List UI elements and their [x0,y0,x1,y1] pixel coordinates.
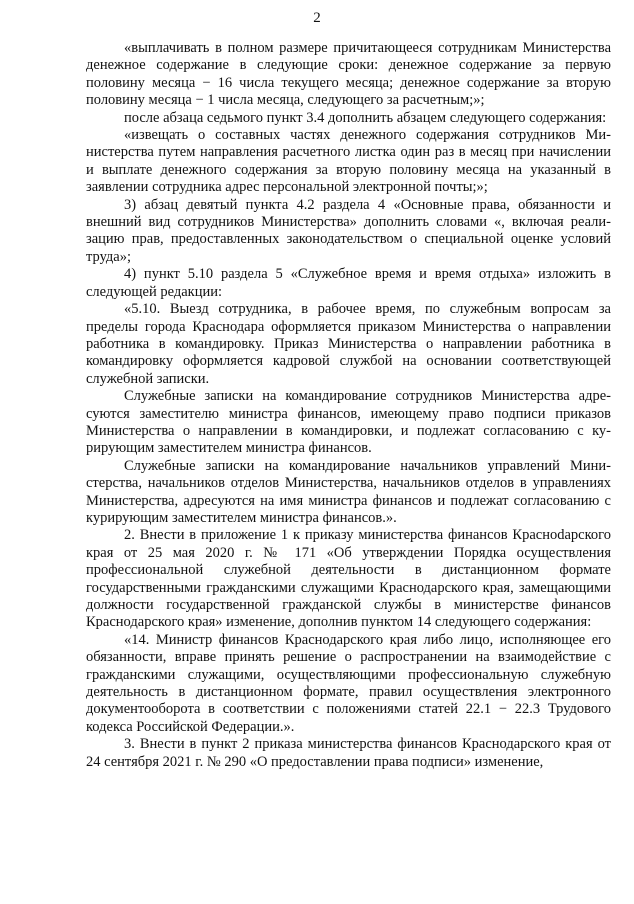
page-number: 2 [313,10,321,26]
paragraph-item-2-remote-work: 2. Внести в приложение 1 к приказу министерства финансов Красноdарского края от 25 мая 2020 г. № 171 «Об утверждении Порядка осуществления профессиональной служебной деятельности в дистанционном формате государственными гражданскими служащими Краснодарского края, замещающими должности государственной гражданской службы в министерстве финансов Краснодарского края» изменение, дополнив пунктом 14 следующего содержания: [86,527,611,631]
paragraph-clause-14: «14. Министр финансов Краснодарского края либо лицо, исполняющее его обязанности, вправе принять решение о распространении на взаимодействие с гражданскими служащими, осуществляющими профессиональную служебную деятельность в дистанционном формате, правил осуществления электронного документооборота в соответствии с положениями статей 22.1 − 22.3 Трудового кодекса Российской Федерации.». [86,631,611,735]
paragraph-amend-clause-3-4: после абзаца седьмого пункт 3.4 дополнить абзацем следующего содержания: [124,109,607,126]
paragraph-heads-trip-memos: Служебные записки на командирование начальников управлений Министерства, начальников отделов Министерства, начальников отделов в управлениях Министерства, адресуются на имя министра финансов и подлежат согласованию с курирующим заместителем министра финансов.». [86,457,611,526]
paragraph-item-3: 3) абзац девятый пункта 4.2 раздела 4 «Основные права, обязанности и внешний вид сотрудников Министерства» дополнить словами «, включая реализацию прав, предоставленных законодательством о специальной оценке условий труда»; [86,196,611,265]
paragraph-salary-payment-terms: «выплачивать в полном размере причитающееся сотрудникам Министерства денежное содержание в следующие сроки: денежное содержание за первую половину месяца − 16 числа текущего месяца; денежное содержание за вторую половину месяца − 1 числа месяца, следующего за расчетным;»; [86,40,611,109]
paragraph-pay-slip-notice: «извещать о составных частях денежного содержания сотрудников Министерства путем направления расчетного листка один раз в месяц при начислении и выплате денежного содержания за вторую половину месяца на указанный в заявлении сотрудника адрес персональной электронной почты;»; [86,127,611,196]
paragraph-clause-5-10: «5.10. Выезд сотрудника, в рабочее время, по служебным вопросам за пределы города Краснодара оформляется приказом Министерства о направлении работника в командировку. Приказ Министерства о направлении работника в командировку оформляется кадровой службой на основании соответствующей служебной записки. [86,301,611,387]
paragraph-item-4: 4) пункт 5.10 раздела 5 «Служебное время и время отдыха» изложить в следующей редакции: [86,266,611,300]
paragraph-item-3-signing-rights: 3. Внести в пункт 2 приказа министерства финансов Краснодарского края от 24 сентября 2021 г. № 290 «О предоставлении права подписи» изменение, [86,736,611,770]
paragraph-business-trip-memos: Служебные записки на командирование сотрудников Министерства адресуются заместителю министра финансов, имеющему право подписи приказов Министерства о направлении в командировки, и подлежат согласованию с курирующим заместителем министра финансов. [86,388,611,457]
document-body [86,40,611,771]
